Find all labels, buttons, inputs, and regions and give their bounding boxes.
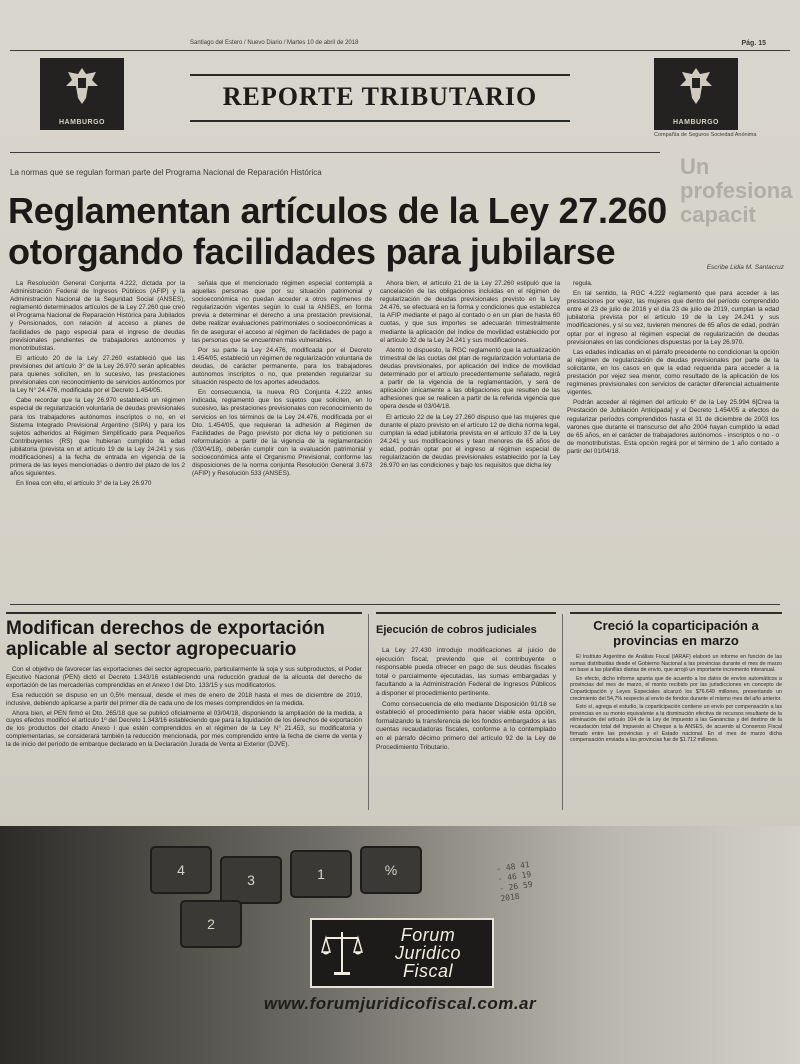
receipt-line: 2018	[499, 891, 521, 904]
forum-logo	[310, 918, 494, 988]
paragraph: La Resolución General Conjunta 4.222, dictada por la Administración Federal de Ingresos Públicos (AFIP) y la Administración Nacional de la Seguridad Social (ANSES), reglamentó determinados artículos de la Ley 27.260 que creó el Programa Nacional de Reparación Histórica para Jubilados y Pensionados, con relación al acceso a planes de facilidades de pago especial para el ingreso de deudas previsionales pendientes de trabajadores autónomos y monotributistas.	[10, 280, 185, 352]
paragraph: Con el objetivo de favorecer las exportaciones del sector agropecuario, particularmente la soja y sus subproductos, el Poder Ejecutivo Nacional (PEN) dictó el Decreto 1.343/16 estableciendo una reducción gradual de la alícuota del derecho de exportación de las mercaderías comprendidas en el Anexo I del Dto. 133/15 y sus modificatorios.	[6, 666, 362, 689]
right-logo-caption: Compañía de Seguros Sociedad Anónima	[654, 132, 757, 138]
paragraph: Por su parte la Ley 24.476, modificada por el Decreto 1.454/05, estableció un régimen de regularización voluntaria de deudas, de carácter permanente, para los trabajadores autónomos inscriptos o no, que pretenden regularizar su situación respecto de los aportes adeudados.	[192, 346, 372, 387]
key: 1	[290, 850, 352, 898]
right-logo	[654, 58, 738, 130]
paragraph: Esto sí, agrega el estudio, la coparticipación contiene un envío por compensación a las provincias en su monto equivalente a la disminución efectiva de recursos resultante de la eliminación del artículo 104 de la Ley de Impuesto a las Ganancias y del destino de la recaudación total del Impuesto al Cheque a la ANSES, de acuerdo al Consenso Fiscal firmado entre las provincias y el Estado nacional. En el mes de marzo dicha compensación enviada a las provincias fue de $1.712 millones.	[570, 704, 782, 744]
bleed-through-text: Un profesiona capacit	[680, 154, 793, 227]
receipt-line: - 26 59	[498, 879, 534, 894]
eagle-crest-icon	[676, 64, 716, 108]
paragraph: Cabe recordar que la Ley 26.970 estableció un régimen especial de regularización voluntaria de deudas previsionales para los trabajadores autónomos inscriptos o no, en el Sistema Integrado Previsional Argentino (SIPA) y para los sujetos adheridos al Régimen Simplificado para Pequeños Contribuyentes (RS) que hubieran cumplido la edad jubilatoria (prevista en el artículo 19 de la Ley 24.241 y sus modificaciones) a la fecha de entrada en vigencia de la primera de las leyes mencionadas o dentro del plazo de los 2 años siguientes.	[10, 397, 185, 478]
top-rule	[10, 50, 790, 51]
article-byline: Escribe Lidia M. Santacruz	[706, 264, 784, 271]
paragraph: El Instituto Argentino de Análisis Fiscal (IARAF) elaboró un informe en función de las sumas distribuidas desde el Gobierno Nacional a las provincias durante el mes de marzo en base a las planillas diarias de envío, que arrojó un importante incremento interanual.	[570, 654, 782, 674]
article-column-4	[567, 280, 779, 590]
receipt-paper	[496, 848, 625, 934]
paragraph: Como consecuencia de ello mediante Disposición 91/18 se estableció el procedimiento para hacer viable esta opción, formalizando la transferencia de los fondos embargados a las cuentas recaudadoras fiscales, conforme a lo contemplado en el párrafo décimo primero del artículo 92 de la Ley de Procedimiento Tributario.	[376, 700, 556, 751]
article-judicial-collections	[376, 612, 556, 822]
paragraph: En tal sentido, la RGC 4.222 reglamentó que para acceder a las prestaciones por vejez, las mujeres que dentro del período comprendido entre el 23 de julio de 2016 y el día 23 de julio de 2019, cumplan la edad jubilatoria prevista por el artículo 19 de la Ley 24.241 y sus modificaciones, y sí su vez, tuvieren menores de 65 años de edad, podrán optar por el ingreso al régimen especial de regularización de deudas previsionales en las condiciones dispuestas por la Ley 26.970.	[567, 290, 779, 346]
key: 2	[180, 900, 242, 948]
paragraph: Podrán acceder al régimen del artículo 6° de la Ley 25.994 6[Crea la Prestación de Jubilación Anticipada] y el Decreto 1.454/05 a efectos de regularizar períodos comprendidos hasta el 31 de diciembre de 2003 los varones que durante el transcurso del año 2004 hayan cumplido la edad de 65 años, en el carácter de trabajadores autónomos - inscriptos o no - o de monotributistas. Esta opción regirá por el término de 1 año contado a partir del 01/04/18.	[567, 399, 779, 455]
article-headline: Reglamentan artículos de la Ley 27.260 otorgando facilidades para jubilarse	[8, 190, 667, 272]
paragraph: Atento lo dispuesto, la RGC reglamentó que la actualización trimestral de las cuotas del plan de regularización voluntaria de deudas previsionales, por aplicación del índice de movilidad determinado por el artículo precedentemente señalado, regirá a partir de la vigencia de la reglamentación, y será de aplicación únicamente a las obligaciones que resulten de las adhesiones que se realicen a partir de la referida vigencia que opera desde el 03/04/18.	[380, 346, 560, 411]
key: 3	[220, 856, 282, 904]
dateline-bar	[190, 36, 790, 50]
paragraph: Esa reducción se dispuso en un 0,5% mensual, desde el mes de enero de 2018 hasta el mes de diciembre de 2019, inclusive, debiendo aplicarse a partir del primer día de cada uno de los meses comprendidos en la medida.	[6, 691, 362, 707]
paragraph: señala que el mencionado régimen especial contemplá a aquellas personas que por su situación patrimonial y socioeconómica no puedan acceder a otros regímenes de regularización vigentes según lo cual la ANSES, en forma previa a determinar el derecho a una prestación previsional, debe realizar evaluaciones patrimoniales o socioeconómicas a fin de asegurar el acceso al régimen de facilidades de pago a las personas que se encuentren más vulnerables.	[192, 280, 372, 344]
paragraph: Ahora bien, el PEN firmó el Dto. 265/18 que se publicó oficialmente el 03/04/18, disponiendo la ampliación de la medida, a cuyos efectos modificó el artículo 1º del Decreto 1.343/16 estableciendo que para la liquidación de los derechos de exportación de los productos del citado Anexo I que estén comprendidos en el régimen de la Ley N° 21.453, su modificatoria y complementarias, se considerará también la reducción mencionada, por mes comprendido entre la fecha de cierre de venta y la de inicio del período de embarque declarado en la Declaración Jurada de Venta al Exterior (DJVE).	[6, 709, 362, 749]
article-column-3	[380, 280, 560, 590]
brand-line: Juridico	[394, 943, 462, 963]
right-logo-text: HAMBURGO	[673, 119, 719, 126]
article-export-duties	[6, 612, 362, 822]
article-column-1	[10, 280, 185, 590]
article-body	[570, 654, 782, 744]
forum-juridico-ad	[0, 826, 800, 1064]
paragraph: En consecuencia, la nueva RG Conjunta 4.222 antes indicada, reglamentó que los sujetos que soliciten, en lo sucesivo, las prestaciones previsionales con reconocimiento de servicios en los términos de la Ley 24.476, modificada por el Dto. 1.454/05, que requieran la adhesión al Régimen de Facilidades de Pago previsto por dicha ley o peticionen su reformulación a partir de la vigencia de la reglamentación (03/04/18), deberán cumplir con la evaluación patrimonial y socioeconómica ante el Organismo Previsional, conforme las disposiciones de la norma conjunta Resolución General 3.673 (AFIP) y Resolución 533 (ANSES).	[192, 389, 372, 478]
dateline: Santiago del Estero / Nuevo Diario / Martes 10 de abril de 2018	[190, 40, 359, 46]
article-body	[6, 666, 362, 749]
eagle-crest-icon	[62, 64, 102, 108]
left-logo-text: HAMBURGO	[59, 119, 105, 126]
forum-brand	[364, 926, 492, 980]
article-title: Ejecución de cobros judiciales	[376, 624, 537, 636]
column-divider	[368, 614, 369, 810]
article-kicker: La normas que se regulan forman parte del Programa Nacional de Reparación Histórica	[10, 168, 322, 177]
paragraph: El artículo 20 de la Ley 27.260 estableció que las previsiones del artículo 3° de la Ley 26.970 serán aplicables para quienes soliciten, en lo sucesivo, las prestaciones previsionales con reconocimiento de servicios autónomos por la Ley N° 24.476, modificada por el Decreto 1.454/05.	[10, 354, 185, 395]
article-coparticipation	[570, 612, 782, 822]
left-logo	[40, 58, 124, 130]
article-body	[376, 647, 556, 752]
article-title: Creció la coparticipación a provincias en marzo	[593, 618, 759, 648]
section-divider	[10, 604, 780, 605]
receipt-line: - 48 41	[495, 859, 531, 874]
key: 4	[150, 846, 212, 894]
key: %	[360, 846, 422, 894]
receipt-line: - 46 19	[497, 869, 532, 884]
column-divider	[562, 614, 563, 810]
paragraph: Las edades indicadas en el párrafo precedente no condicionan la opción al régimen de regularización de deudas previsionales por parte de la solicitante, en los casos en que la edad requerida para acceder a la prestación por vejez sea menor, como resultado de la aplicación de los regímenes previsionales con servicios de carácter diferencial actualmente vigentes.	[567, 348, 779, 397]
article-column-2	[192, 280, 372, 590]
ad-url: www.forumjuridicofiscal.com.ar	[263, 994, 537, 1013]
paragraph: En línea con ello, el artículo 3° de la Ley 26.970	[16, 480, 152, 488]
brand-line: Fiscal	[402, 961, 453, 981]
scales-of-justice-icon	[320, 926, 364, 980]
paragraph: regula.	[573, 280, 593, 287]
paragraph: En efecto, dicho informe apunta que de acuerdo a los datos de envíos automáticos a provincias del mes de marzo, el monto recibido por las jurisdicciones en concepto de Coparticipación y Leyes Especiales alcanzó los $76.649 millones, presentando un crecimiento del 54,7% respecto al envío de fondos durante el mismo mes del año anterior.	[570, 675, 782, 702]
masthead-rule	[10, 152, 660, 153]
paragraph: La Ley 27.430 introdujo modificaciones al juicio de ejecución fiscal, previendo que el contribuyente o responsable pueda ofrecer en pago de sus deudas fiscales total o parcialmente ejecutadas, las sumas embargadas y facultando a la Administración Federal de Ingresos Públicos a disponer el procedimiento pertinente.	[376, 647, 556, 697]
section-title: REPORTE TRIBUTARIO	[222, 82, 538, 111]
brand-line: Forum	[400, 925, 456, 945]
page-number: Pág. 15	[741, 39, 766, 47]
paragraph: Ahora bien, el artículo 21 de la Ley 27.260 estipuló que la cancelación de las obligaciones incluidas en el régimen de regularización de deudas previsionales previsto en la Ley 24.476, se efectuará en la forma y condiciones que establezca la AFIP mediante el pago al contado o en un plan de hasta 60 cuotas, y que sus importes se adecuarán trimestralmente mediante la aplicación del índice de movilidad establecido por el artículo 32 de la Ley 24.241 y sus modificaciones.	[380, 280, 560, 344]
paragraph: El artículo 22 de la Ley 27.260 dispuso que las mujeres que durante el plazo previsto en el artículo 12 de dicha norma legal, cumplan la edad jubilatoria prevista en el artículo 37 de la Ley 24.241 y sus modificaciones y tean menores de 65 años de edad, podrán optar por el ingreso al régimen especial de regularización de deudas previsionales establecido por la Ley 26.970 en las condiciones y bajo los requisitos que dicha ley	[380, 413, 560, 470]
article-title: Modifican derechos de exportación aplicable al sector agropecuario	[6, 618, 325, 660]
